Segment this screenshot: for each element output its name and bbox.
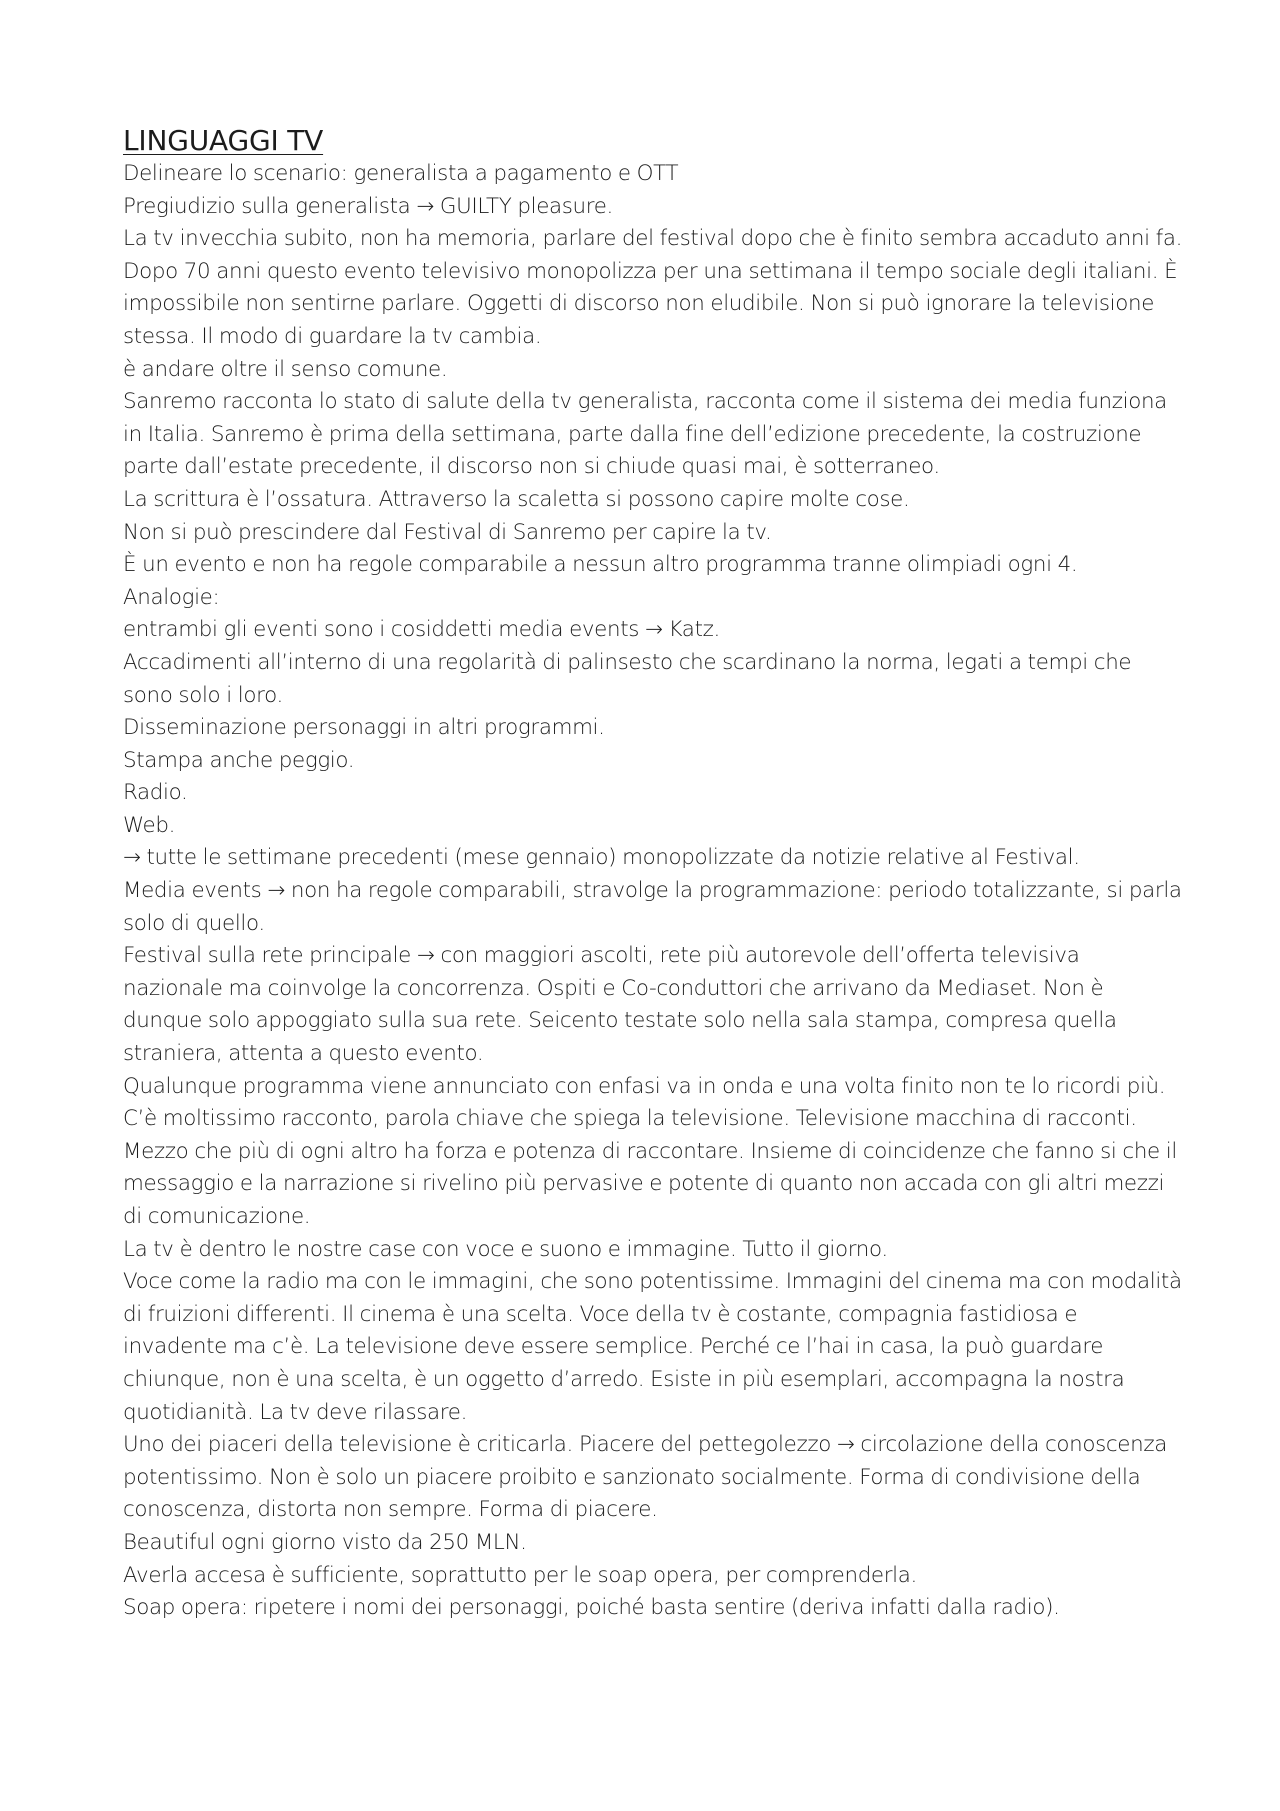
document-content xyxy=(123,124,1183,1625)
paragraph: Voce come la radio ma con le immagini, che sono potentissime. Immagini del cinema ma con modalità di fruizioni differenti. Il cinema è una scelta. Voce della tv è costante, compagnia fastidiosa e invadente ma c’è. La televisione deve essere semplice. Perché ce l’hai in casa, la può guardare chiunque, non è una scelta, è un oggetto d’arredo. Esiste in più esemplari, accompagna la nostra quotidianità. La tv deve rilassare. xyxy=(123,1269,1182,1425)
paragraph: Uno dei piaceri della televisione è criticarla. Piacere del pettegolezzo → circolazione della conoscenza potentissimo. Non è solo un piacere proibito e sanzionato socialmente. Forma di condivisione della conoscenza, distorta non sempre. Forma di piacere. xyxy=(123,1432,1167,1523)
paragraph: Non si può prescindere dal Festival di Sanremo per capire la tv. xyxy=(123,519,772,545)
paragraph: Qualunque programma viene annunciato con enfasi va in onda e una volta finito non te lo ricordi più. xyxy=(123,1073,1166,1099)
paragraph: È un evento e non ha regole comparabile a nessun altro programma tranne olimpiadi ogni 4. xyxy=(123,552,1078,578)
paragraph: Sanremo racconta lo stato di salute della tv generalista, racconta come il sistema dei media funziona in Italia. Sanremo è prima della settimana, parte dalla fine dell’edizione precedente, la costruzione parte dall’estate precedente, il discorso non si chiude quasi mai, è sotterraneo. xyxy=(123,389,1167,480)
paragraph: Festival sulla rete principale → con maggiori ascolti, rete più autorevole dell’offerta televisiva nazionale ma coinvolge la concorrenza. Ospiti e Co-conduttori che arrivano da Mediaset. Non è dunque solo appoggiato sulla sua rete. Seicento testate solo nella sala stampa, compresa quella straniera, attenta a questo evento. xyxy=(123,943,1117,1067)
paragraph: Media events → non ha regole comparabili, stravolge la programmazione: periodo totalizzante, si parla solo di quello. xyxy=(123,878,1182,936)
paragraph: C’è moltissimo racconto, parola chiave che spiega la televisione. Televisione macchina di racconti. Mezzo che più di ogni altro ha forza e potenza di raccontare. Insieme di coincidenze che fanno si che il messaggio e la narrazione si rivelino più pervasive e potente di quanto non accada con gli altri mezzi di comunicazione. xyxy=(123,1106,1177,1229)
paragraph: Beautiful ogni giorno visto da 250 MLN. xyxy=(123,1529,527,1555)
paragraph: → tutte le settimane precedenti (mese gennaio) monopolizzate da notizie relative al Festival. xyxy=(123,845,1080,871)
paragraph: Accadimenti all’interno di una regolarità di palinsesto che scardinano la norma, legati a tempi che sono solo i loro. xyxy=(123,649,1132,708)
paragraph: è andare oltre il senso comune. xyxy=(123,356,448,382)
paragraph: La tv è dentro le nostre case con voce e suono e immagine. Tutto il giorno. xyxy=(123,1236,888,1262)
paragraph: Radio. xyxy=(123,780,188,806)
paragraph: La tv invecchia subito, non ha memoria, parlare del festival dopo che è finito sembra accaduto anni fa. Dopo 70 anni questo evento televisivo monopolizza per una settimana il tempo sociale degli italiani. È impossibile non sentirne parlare. Oggetti di discorso non eludibile. Non si può ignorare la televisione stessa. Il modo di guardare la tv cambia. xyxy=(123,226,1183,349)
paragraph: Averla accesa è sufficiente, soprattutto per le soap opera, per comprenderla. xyxy=(123,1562,917,1588)
document-body xyxy=(123,158,1183,1625)
paragraph: entrambi gli eventi sono i cosiddetti media events → Katz. xyxy=(123,617,720,643)
paragraph: Stampa anche peggio. xyxy=(123,747,355,773)
paragraph: Pregiudizio sulla generalista → GUILTY pleasure. xyxy=(123,193,614,219)
paragraph: La scrittura è l’ossatura. Attraverso la scaletta si possono capire molte cose. xyxy=(123,486,910,512)
paragraph: Soap opera: ripetere i nomi dei personaggi, poiché basta sentire (deriva infatti dalla radio). xyxy=(123,1595,1060,1621)
paragraph: Analogie: xyxy=(123,584,220,610)
paragraph: Web. xyxy=(123,812,176,838)
paragraph: Delineare lo scenario: generalista a pagamento e OTT xyxy=(123,161,679,186)
paragraph: Disseminazione personaggi in altri programmi. xyxy=(123,715,605,741)
document-title: LINGUAGGI TV xyxy=(123,124,324,157)
